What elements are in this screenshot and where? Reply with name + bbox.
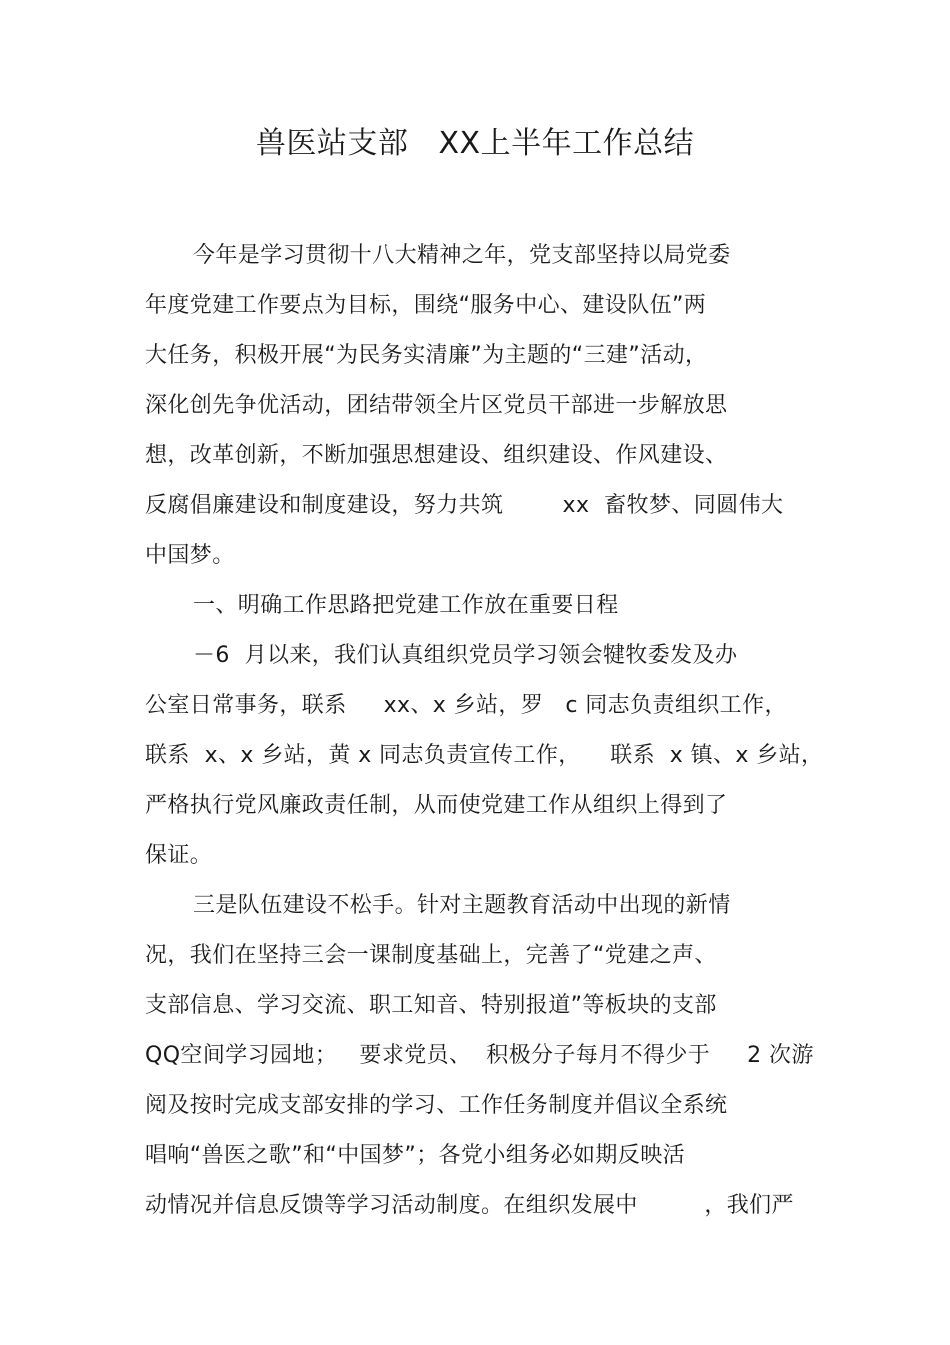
text-line: 反腐倡廉建设和制度建设，努力共筑 xx 畜牧梦、同圆伟大 [145, 493, 784, 518]
text-line: 公室日常事务，联系 xx、x 乡站，罗 c 同志负责组织工作， [145, 693, 787, 718]
text-line: 大任务，积极开展“为民务实清廉”为主题的“三建”活动， [145, 343, 708, 368]
text-line: 联系 x、x 乡站，黄 x 同志负责宣传工作， 联系 x 镇、x 乡站， [145, 743, 824, 768]
text-line: 深化创先争优活动，团结带领全片区党员干部进一步解放思 [145, 393, 728, 418]
text-line: 动情况并信息反馈等学习活动制度。在组织发展中 ，我们严 [145, 1193, 794, 1218]
text-line: 严格执行党风廉政责任制，从而使党建工作从组织上得到了 [145, 793, 728, 818]
section-heading: 一、明确工作思路把党建工作放在重要日程 [193, 593, 619, 618]
text-line: 支部信息、学习交流、职工知音、特别报道”等板块的支部 [145, 993, 717, 1018]
text-line: －6 月以来，我们认真组织党员学习领会犍牧委发及办 [193, 643, 738, 668]
text-line: 想，改革创新，不断加强思想建设、组织建设、作风建设、 [145, 443, 728, 468]
text-line: 年度党建工作要点为目标，围绕“服务中心、建设队伍”两 [145, 293, 707, 318]
document-title: 兽医站支部 XX上半年工作总结 [255, 126, 695, 161]
text-line: 中国梦。 [145, 543, 235, 568]
text-line: 今年是学习贯彻十八大精神之年，党支部坚持以局党委 [193, 243, 731, 268]
text-line: 三是队伍建设不松手。针对主题教育活动中出现的新情 [193, 893, 731, 918]
text-line: 唱响“兽医之歌”和“中国梦”；各党小组务必如期反映活 [145, 1143, 685, 1168]
text-line: QQ空间学习园地； 要求党员、 积极分子每月不得少于 2 次游 [145, 1043, 814, 1068]
text-line: 阅及按时完成支部安排的学习、工作任务制度并倡议全系统 [145, 1093, 728, 1118]
text-line: 保证。 [145, 843, 213, 868]
text-line: 况，我们在坚持三会一课制度基础上，完善了“党建之声、 [145, 943, 717, 968]
